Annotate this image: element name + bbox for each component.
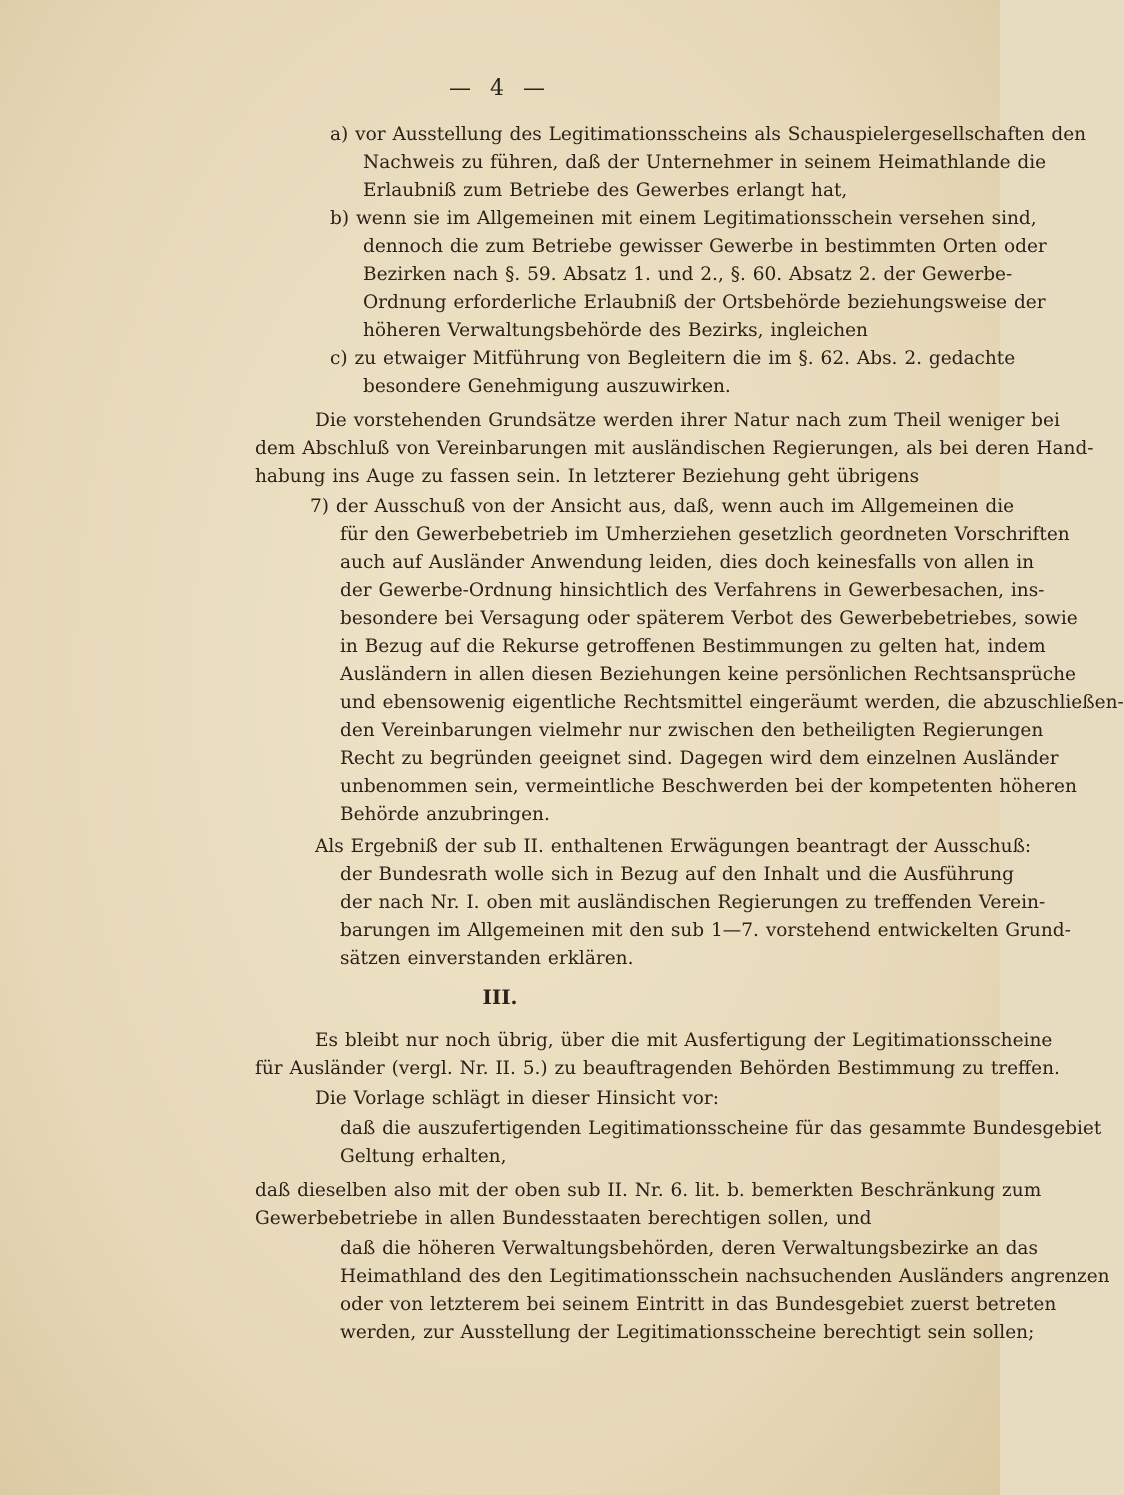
text-line: a) vor Ausstellung des Legitimationsscheins als Schauspielergesellschaften den	[330, 124, 1087, 145]
section-heading: III.	[482, 985, 518, 1009]
text-line: und ebensowenig eigentliche Rechtsmittel eingeräumt werden, die abzuschließen-	[340, 692, 1124, 713]
text-line: werden, zur Ausstellung der Legitimationsscheine berechtigt sein sollen;	[340, 1322, 1035, 1343]
text-line: sätzen einverstanden erklären.	[340, 948, 634, 969]
text-line: Erlaubniß zum Betriebe des Gewerbes erlangt hat,	[363, 180, 848, 201]
text-line: Die Vorlage schlägt in dieser Hinsicht vor:	[315, 1088, 719, 1109]
text-line: oder von letzterem bei seinem Eintritt in das Bundesgebiet zuerst betreten	[340, 1294, 1057, 1315]
text-line: Gewerbebetriebe in allen Bundesstaaten berechtigen sollen, und	[255, 1208, 872, 1229]
text-line: für Ausländer (vergl. Nr. II. 5.) zu beauftragenden Behörden Bestimmung zu treffen.	[255, 1058, 1060, 1079]
text-line: Ausländern in allen diesen Beziehungen keine persönlichen Rechtsansprüche	[340, 664, 1077, 685]
text-line: Es bleibt nur noch übrig, über die mit Ausfertigung der Legitimationsscheine	[315, 1030, 1053, 1051]
text-line: unbenommen sein, vermeintliche Beschwerden bei der kompetenten höheren	[340, 776, 1077, 797]
text-line: Geltung erhalten,	[340, 1146, 507, 1167]
text-line: dem Abschluß von Vereinbarungen mit ausländischen Regierungen, als bei deren Hand-	[255, 438, 1094, 459]
text-line: auch auf Ausländer Anwendung leiden, dies doch keinesfalls von allen in	[340, 552, 1035, 573]
text-line: höheren Verwaltungsbehörde des Bezirks, ingleichen	[363, 320, 868, 341]
text-line: Heimathland des den Legitimationsschein nachsuchenden Ausländers angrenzen	[340, 1266, 1110, 1287]
text-line: der nach Nr. I. oben mit ausländischen Regierungen zu treffenden Verein-	[340, 892, 1046, 913]
text-line: der Gewerbe-Ordnung hinsichtlich des Verfahrens in Gewerbesachen, ins-	[340, 580, 1045, 601]
text-line: Bezirken nach §. 59. Absatz 1. und 2., §. 60. Absatz 2. der Gewerbe-	[363, 264, 1013, 285]
text-line: Die vorstehenden Grundsätze werden ihrer Natur nach zum Theil weniger bei	[315, 410, 1060, 431]
text-line: in Bezug auf die Rekurse getroffenen Bestimmungen zu gelten hat, indem	[340, 636, 1046, 657]
text-line: der Bundesrath wolle sich in Bezug auf den Inhalt und die Ausführung	[340, 864, 1014, 885]
text-line: daß dieselben also mit der oben sub II. Nr. 6. lit. b. bemerkten Beschränkung zum	[255, 1180, 1042, 1201]
text-line: Ordnung erforderliche Erlaubniß der Ortsbehörde beziehungsweise der	[363, 292, 1046, 313]
text-line: 7) der Ausschuß von der Ansicht aus, daß, wenn auch im Allgemeinen die	[310, 496, 1015, 517]
text-line: Nachweis zu führen, daß der Unternehmer in seinem Heimathlande die	[363, 152, 1047, 173]
text-line: c) zu etwaiger Mitführung von Begleitern die im §. 62. Abs. 2. gedachte	[330, 348, 1016, 369]
text-line: den Vereinbarungen vielmehr nur zwischen den betheiligten Regierungen	[340, 720, 1044, 741]
text-line: barungen im Allgemeinen mit den sub 1—7. vorstehend entwickelten Grund-	[340, 920, 1071, 941]
text-line: besondere bei Versagung oder späterem Verbot des Gewerbebetriebes, sowie	[340, 608, 1078, 629]
text-line: dennoch die zum Betriebe gewisser Gewerbe in bestimmten Orten oder	[363, 236, 1047, 257]
text-line: daß die auszufertigenden Legitimationsscheine für das gesammte Bundesgebiet	[340, 1118, 1102, 1139]
text-line: daß die höheren Verwaltungsbehörden, deren Verwaltungsbezirke an das	[340, 1238, 1038, 1259]
text-line: Recht zu begründen geeignet sind. Dagegen wird dem einzelnen Ausländer	[340, 748, 1059, 769]
page-number: — 4 —	[449, 76, 551, 101]
text-line: für den Gewerbebetrieb im Umherziehen gesetzlich geordneten Vorschriften	[340, 524, 1070, 545]
text-line: besondere Genehmigung auszuwirken.	[363, 376, 731, 397]
text-line: Behörde anzubringen.	[340, 804, 550, 825]
text-line: habung ins Auge zu fassen sein. In letzterer Beziehung geht übrigens	[255, 466, 920, 487]
text-line: Als Ergebniß der sub II. enthaltenen Erwägungen beantragt der Ausschuß:	[315, 836, 1032, 857]
text-line: b) wenn sie im Allgemeinen mit einem Legitimationsschein versehen sind,	[330, 208, 1037, 229]
